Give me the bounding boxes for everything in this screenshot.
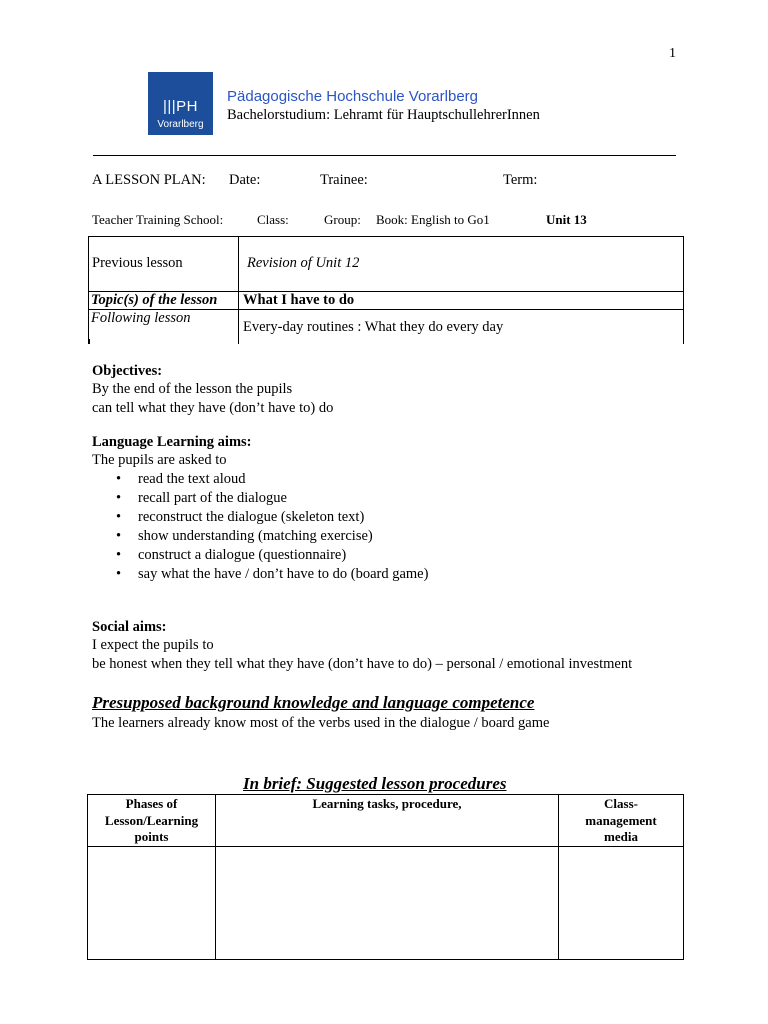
list-item: • show understanding (matching exercise) [92,527,692,546]
header-divider [93,155,676,156]
list-item: • say what the have / don’t have to do (board game) [92,565,692,584]
language-aims-list [92,470,692,584]
previous-lesson-label: Previous lesson [92,255,183,271]
institution-logo [148,72,213,135]
column-header-text: Phases of Lesson/Learning points [104,796,199,844]
table-cell [88,846,216,960]
unit-label: Unit 13 [546,212,587,227]
logo-text: |||PH [162,98,199,115]
column-header: Learning tasks, procedure, [216,795,559,847]
school-label: Teacher Training School: [92,212,224,227]
objectives-line: can tell what they have (don’t have to) do [92,399,334,416]
previous-lesson-value: Revision of Unit 12 [247,255,360,271]
table-divider [683,339,684,344]
plan-title: A LESSON PLAN: [92,172,206,188]
social-aims-line: I expect the pupils to [92,637,214,653]
date-label: Date: [229,172,261,188]
page-number: 1 [669,46,676,61]
column-header [559,795,684,847]
logo-subtext: Vorarlberg [157,119,204,130]
language-aims-heading: Language Learning aims: [92,434,252,450]
social-aims-heading: Social aims: [92,619,167,635]
following-lesson-value: Every-day routines : What they do every day [243,319,504,335]
objectives-line: By the end of the lesson the pupils [92,381,293,397]
term-label: Term: [503,172,538,188]
institution-name: Pädagogische Hochschule Vorarlberg [227,88,478,105]
objectives-heading: Objectives: [92,363,163,379]
list-item: • recall part of the dialogue [92,489,692,508]
social-aims-line: be honest when they tell what they have (don’t have to do) – personal / emotional investment [92,655,633,672]
list-item: • reconstruct the dialogue (skeleton text) [92,508,692,527]
column-header-text: Class-management media [585,796,657,844]
class-label: Class: [257,212,289,227]
book-label: Book: English to Go1 [376,212,490,227]
list-item: • read the text aloud [92,470,692,489]
procedures-table [87,794,684,960]
topic-label: Topic(s) of the lesson [91,292,218,308]
objectives-section [92,363,692,417]
program-name: Bachelorstudium: Lehramt für HauptschullehrerInnen [227,107,540,123]
language-aims-section [92,434,692,584]
presupposed-heading: Presupposed background knowledge and language competence [92,693,535,712]
list-item: • construct a dialogue (questionnaire) [92,546,692,565]
social-aims-section [92,619,732,673]
table-divider [89,339,90,344]
procedures-heading: In brief: Suggested lesson procedures [243,774,507,793]
presupposed-text: The learners already know most of the verbs used in the dialogue / board game [92,715,550,731]
topic-value: What I have to do [243,292,355,308]
group-label: Group: [324,212,361,227]
following-lesson-label: Following lesson [91,310,191,326]
language-aims-intro: The pupils are asked to [92,452,227,468]
table-cell [559,846,684,960]
column-header [88,795,216,847]
table-cell [216,846,559,960]
lesson-overview-table [88,236,684,344]
trainee-label: Trainee: [320,172,368,188]
